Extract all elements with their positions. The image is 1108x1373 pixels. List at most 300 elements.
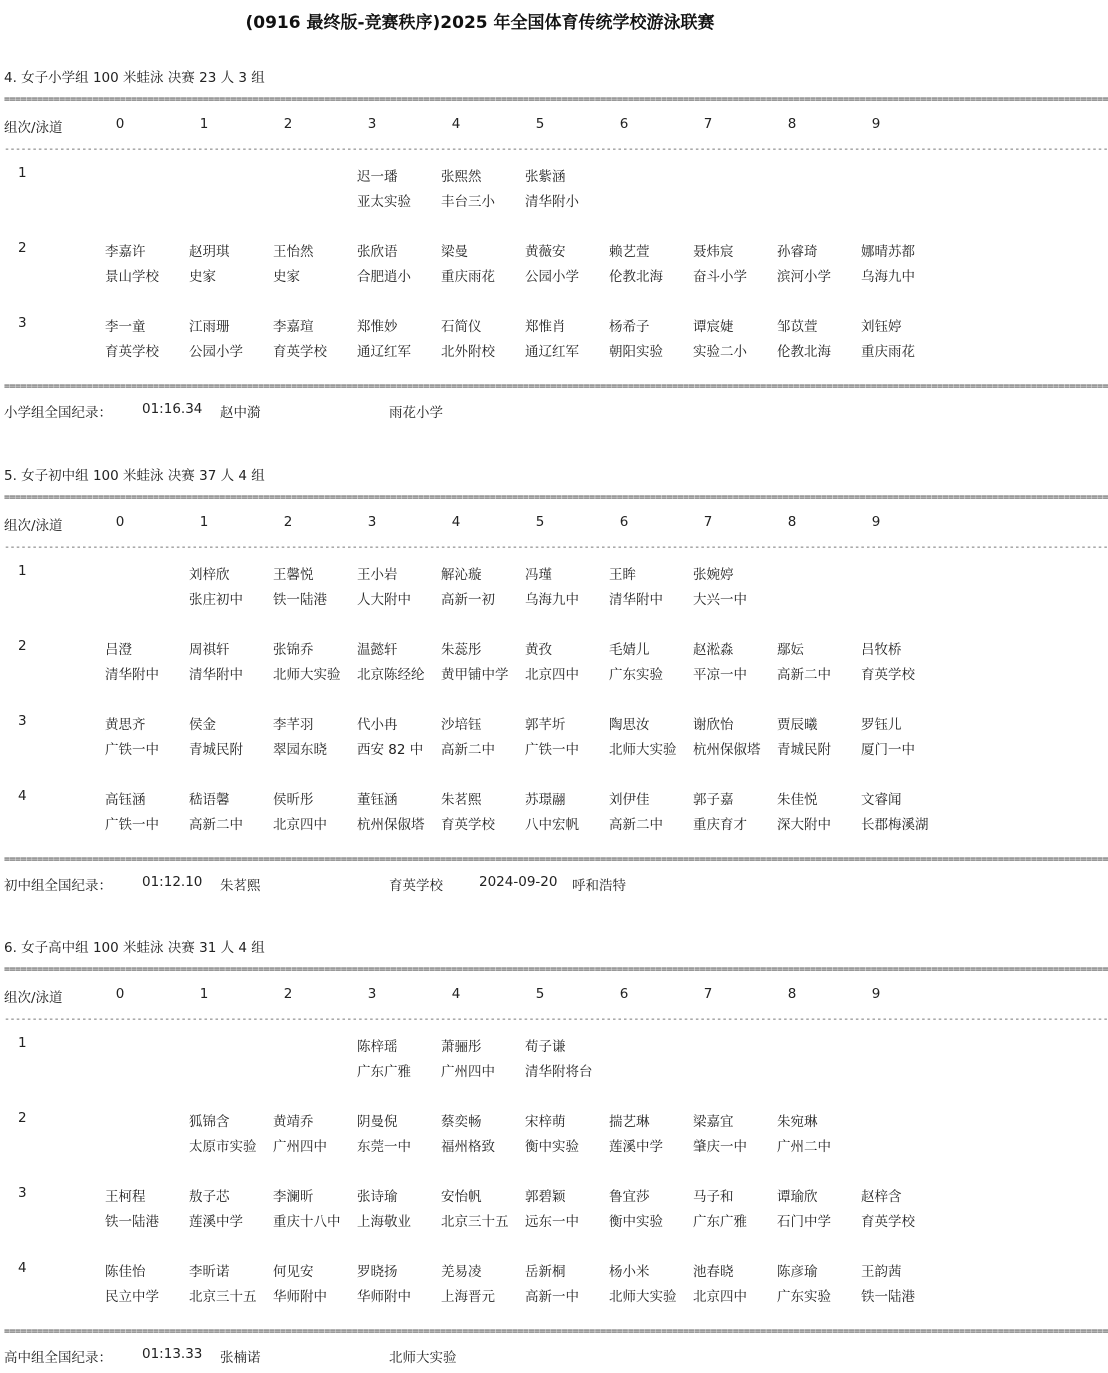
swimmer-name: 安怡帆: [441, 1189, 482, 1205]
school-name: 广东广雅: [693, 1214, 747, 1230]
heat-row: [0, 1260, 950, 1310]
school-name: 育英学校: [441, 817, 495, 833]
swimmer-entry: [861, 240, 945, 290]
swimmer-entry: [105, 638, 189, 688]
lane-number: 4: [451, 514, 461, 530]
lane-number: 9: [871, 116, 881, 132]
swimmer-entry: [441, 240, 525, 290]
lane-number: 9: [871, 986, 881, 1002]
school-name: 民立中学: [105, 1289, 159, 1305]
school-name: 史家: [189, 269, 216, 285]
swimmer-name: 贾辰曦: [777, 717, 818, 733]
swimmer-name: 赵玥琪: [189, 244, 230, 260]
double-divider: ========================================================================================================================================================================================================: [4, 1326, 1108, 1337]
swimmer-entry: [693, 563, 777, 613]
swimmer-entry: [105, 240, 189, 290]
swimmer-entry: [357, 1185, 441, 1235]
swimmer-entry: [525, 563, 609, 613]
swimmer-name: 罗晓扬: [357, 1264, 398, 1280]
swimmer-name: 解沁璇: [441, 567, 482, 583]
lane-number: 4: [451, 986, 461, 1002]
swimmer-name: 黄靖乔: [273, 1114, 314, 1130]
lane-number: 7: [703, 116, 713, 132]
swimmer-entry: [189, 788, 273, 838]
dashed-divider: --------------------------------------------------------------------------------------------------------------------------------------------------------------------------------------------------------: [4, 542, 1108, 553]
swimmer-entry: [861, 788, 945, 838]
swimmer-name: 孙睿琦: [777, 244, 818, 260]
school-name: 合肥逍小: [357, 269, 411, 285]
heat-lane-label: 组次/泳道: [4, 120, 63, 136]
swimmer-name: 王韵茜: [861, 1264, 902, 1280]
swimmer-entry: [777, 1260, 861, 1310]
swimmer-name: 李澜昕: [273, 1189, 314, 1205]
swimmer-name: 萧骊彤: [441, 1039, 482, 1055]
national-record: [4, 1346, 954, 1366]
dashed-divider: --------------------------------------------------------------------------------------------------------------------------------------------------------------------------------------------------------: [4, 144, 1108, 155]
heat-lane-label: 组次/泳道: [4, 990, 63, 1006]
swimmer-entry: [441, 563, 525, 613]
swimmer-name: 郭子嘉: [693, 792, 734, 808]
swimmer-entry: [357, 563, 441, 613]
swimmer-entry: [357, 713, 441, 763]
school-name: 景山学校: [105, 269, 159, 285]
swimmer-entry: [609, 563, 693, 613]
swimmer-entry: [189, 638, 273, 688]
swimmer-entry: [273, 1260, 357, 1310]
swimmer-entry: [357, 315, 441, 365]
swimmer-entry: [525, 788, 609, 838]
school-name: 育英学校: [861, 667, 915, 683]
heat-row: [0, 165, 950, 215]
swimmer-entry: [693, 1260, 777, 1310]
school-name: 上海晋元: [441, 1289, 495, 1305]
school-name: 北京三十五: [189, 1289, 257, 1305]
double-divider: ========================================================================================================================================================================================================: [4, 94, 1108, 105]
school-name: 高新二中: [777, 667, 831, 683]
swimmer-entry: [777, 713, 861, 763]
swimmer-name: 董钰涵: [357, 792, 398, 808]
school-name: 大兴一中: [693, 592, 747, 608]
swimmer-entry: [861, 1185, 945, 1235]
school-name: 高新二中: [609, 817, 663, 833]
record-label: 高中组全国纪录：: [4, 1350, 112, 1366]
lane-number: 0: [115, 986, 125, 1002]
school-name: 亚太实验: [357, 194, 411, 210]
lane-number: 5: [535, 514, 545, 530]
record-time: 01:13.33: [142, 1346, 203, 1362]
swimmer-entry: [525, 165, 609, 215]
lane-number: 0: [115, 514, 125, 530]
lane-number: 7: [703, 986, 713, 1002]
heat-row: [0, 563, 950, 613]
swimmer-entry: [357, 165, 441, 215]
school-name: 实验二小: [693, 344, 747, 360]
swimmer-entry: [273, 638, 357, 688]
swimmer-name: 王柯程: [105, 1189, 146, 1205]
swimmer-name: 侯金: [189, 717, 216, 733]
swimmer-name: 周祺轩: [189, 642, 230, 658]
swimmer-entry: [273, 563, 357, 613]
school-name: 高新一初: [441, 592, 495, 608]
heat-number: 1: [18, 1035, 27, 1051]
swimmer-entry: [441, 1035, 525, 1085]
school-name: 长郡梅溪湖: [861, 817, 929, 833]
swimmer-name: 王小岩: [357, 567, 398, 583]
swimmer-name: 郭碧颖: [525, 1189, 566, 1205]
swimmer-name: 迟一璠: [357, 169, 398, 185]
swimmer-entry: [777, 1185, 861, 1235]
school-name: 乌海九中: [861, 269, 915, 285]
swimmer-name: 梁嘉宜: [693, 1114, 734, 1130]
heat-lane-label: 组次/泳道: [4, 518, 63, 534]
lane-number: 2: [283, 986, 293, 1002]
swimmer-entry: [609, 1260, 693, 1310]
lane-number: 2: [283, 514, 293, 530]
swimmer-name: 李嘉瑄: [273, 319, 314, 335]
lane-number: 4: [451, 116, 461, 132]
lane-number: 3: [367, 514, 377, 530]
school-name: 广州四中: [273, 1139, 327, 1155]
school-name: 重庆育才: [693, 817, 747, 833]
school-name: 张庄初中: [189, 592, 243, 608]
swimmer-entry: [357, 1035, 441, 1085]
swimmer-name: 陈佳怡: [105, 1264, 146, 1280]
swimmer-entry: [273, 240, 357, 290]
swimmer-entry: [609, 315, 693, 365]
swimmer-name: 谭宸婕: [693, 319, 734, 335]
record-holder: 张楠诺: [220, 1350, 261, 1366]
swimmer-name: 王怡然: [273, 244, 314, 260]
school-name: 高新二中: [441, 742, 495, 758]
swimmer-entry: [357, 240, 441, 290]
school-name: 北京陈经纶: [357, 667, 425, 683]
lane-number: 1: [199, 986, 209, 1002]
swimmer-name: 文睿闻: [861, 792, 902, 808]
swimmer-entry: [693, 240, 777, 290]
heat-row: [0, 1110, 950, 1160]
heat-number: 2: [18, 240, 27, 256]
school-name: 广东实验: [609, 667, 663, 683]
heat-number: 4: [18, 1260, 27, 1276]
swimmer-name: 荀子谦: [525, 1039, 566, 1055]
school-name: 上海敬业: [357, 1214, 411, 1230]
swimmer-name: 杨小米: [609, 1264, 650, 1280]
lane-number: 3: [367, 986, 377, 1002]
school-name: 肇庆一中: [693, 1139, 747, 1155]
swimmer-name: 谢欣怡: [693, 717, 734, 733]
school-name: 朝阳实验: [609, 344, 663, 360]
swimmer-entry: [525, 240, 609, 290]
school-name: 青城民附: [777, 742, 831, 758]
swimmer-entry: [189, 1260, 273, 1310]
swimmer-name: 刘伊佳: [609, 792, 650, 808]
swimmer-entry: [105, 1185, 189, 1235]
swimmer-name: 马子和: [693, 1189, 734, 1205]
swimmer-name: 揣艺琳: [609, 1114, 650, 1130]
swimmer-entry: [525, 1035, 609, 1085]
swimmer-name: 温懿轩: [357, 642, 398, 658]
swimmer-name: 敖子芯: [189, 1189, 230, 1205]
school-name: 莲溪中学: [609, 1139, 663, 1155]
school-name: 铁一陆港: [273, 592, 327, 608]
school-name: 通辽红军: [357, 344, 411, 360]
school-name: 乌海九中: [525, 592, 579, 608]
swimmer-name: 谭瑜欣: [777, 1189, 818, 1205]
swimmer-name: 张紫涵: [525, 169, 566, 185]
school-name: 华师附中: [357, 1289, 411, 1305]
swimmer-name: 鲁宜莎: [609, 1189, 650, 1205]
school-name: 北师大实验: [609, 742, 677, 758]
school-name: 重庆十八中: [273, 1214, 341, 1230]
lane-header-row: [0, 116, 950, 136]
swimmer-name: 侯昕彤: [273, 792, 314, 808]
heat-row: [0, 1185, 950, 1235]
swimmer-name: 吕牧桥: [861, 642, 902, 658]
school-name: 广东实验: [777, 1289, 831, 1305]
event-heading: 5. 女子初中组 100 米蛙泳 决赛 37 人 4 组: [4, 468, 265, 484]
record-holder: 赵中漪: [220, 405, 261, 421]
swimmer-entry: [525, 638, 609, 688]
school-name: 滨河小学: [777, 269, 831, 285]
school-name: 清华附小: [525, 194, 579, 210]
swimmer-name: 冯瑾: [525, 567, 552, 583]
swimmer-entry: [273, 788, 357, 838]
swimmer-entry: [105, 713, 189, 763]
record-place: 呼和浩特: [572, 878, 626, 894]
school-name: 厦门一中: [861, 742, 915, 758]
swimmer-name: 朱茗熙: [441, 792, 482, 808]
swimmer-entry: [609, 240, 693, 290]
swimmer-name: 李一童: [105, 319, 146, 335]
swimmer-name: 沙培钰: [441, 717, 482, 733]
swimmer-entry: [105, 1260, 189, 1310]
swimmer-entry: [189, 713, 273, 763]
school-name: 丰台三小: [441, 194, 495, 210]
swimmer-entry: [273, 315, 357, 365]
heat-number: 3: [18, 315, 27, 331]
swimmer-name: 何见安: [273, 1264, 314, 1280]
school-name: 石门中学: [777, 1214, 831, 1230]
school-name: 衡中实验: [609, 1214, 663, 1230]
lane-number: 0: [115, 116, 125, 132]
swimmer-entry: [693, 788, 777, 838]
record-school: 育英学校: [389, 878, 443, 894]
swimmer-name: 郑惟妙: [357, 319, 398, 335]
event-heading: 4. 女子小学组 100 米蛙泳 决赛 23 人 3 组: [4, 70, 265, 86]
swimmer-entry: [189, 240, 273, 290]
school-name: 北京四中: [525, 667, 579, 683]
swimmer-name: 李芊羽: [273, 717, 314, 733]
swimmer-name: 高钰涵: [105, 792, 146, 808]
swimmer-name: 邹苡萱: [777, 319, 818, 335]
swimmer-name: 毛婧儿: [609, 642, 650, 658]
swimmer-entry: [609, 713, 693, 763]
school-name: 北师大实验: [273, 667, 341, 683]
lane-number: 5: [535, 116, 545, 132]
swimmer-entry: [273, 1185, 357, 1235]
school-name: 公园小学: [189, 344, 243, 360]
heat-number: 2: [18, 1110, 27, 1126]
record-label: 初中组全国纪录：: [4, 878, 112, 894]
record-school: 雨花小学: [389, 405, 443, 421]
school-name: 北京四中: [693, 1289, 747, 1305]
swimmer-entry: [441, 315, 525, 365]
school-name: 铁一陆港: [105, 1214, 159, 1230]
school-name: 公园小学: [525, 269, 579, 285]
school-name: 北京三十五: [441, 1214, 509, 1230]
swimmer-name: 王眸: [609, 567, 636, 583]
swimmer-entry: [693, 638, 777, 688]
heat-number: 2: [18, 638, 27, 654]
school-name: 广铁一中: [105, 817, 159, 833]
school-name: 青城民附: [189, 742, 243, 758]
swimmer-entry: [525, 315, 609, 365]
swimmer-name: 阴曼倪: [357, 1114, 398, 1130]
national-record: [4, 874, 954, 894]
school-name: 铁一陆港: [861, 1289, 915, 1305]
lane-header-row: [0, 514, 950, 534]
school-name: 广铁一中: [525, 742, 579, 758]
school-name: 福州格致: [441, 1139, 495, 1155]
school-name: 史家: [273, 269, 300, 285]
lane-number: 7: [703, 514, 713, 530]
lane-number: 1: [199, 514, 209, 530]
swimmer-name: 陶思汝: [609, 717, 650, 733]
double-divider: ========================================================================================================================================================================================================: [4, 854, 1108, 865]
lane-number: 8: [787, 514, 797, 530]
swimmer-name: 鄢妘: [777, 642, 804, 658]
swimmer-entry: [525, 1185, 609, 1235]
swimmer-entry: [693, 713, 777, 763]
lane-number: 6: [619, 986, 629, 1002]
swimmer-name: 杨希子: [609, 319, 650, 335]
school-name: 伦教北海: [609, 269, 663, 285]
school-name: 清华附中: [609, 592, 663, 608]
swimmer-entry: [357, 638, 441, 688]
swimmer-entry: [441, 1110, 525, 1160]
school-name: 广州二中: [777, 1139, 831, 1155]
swimmer-name: 张熙然: [441, 169, 482, 185]
heat-row: [0, 713, 950, 763]
swimmer-entry: [693, 315, 777, 365]
school-name: 重庆雨花: [441, 269, 495, 285]
swimmer-name: 羌易凌: [441, 1264, 482, 1280]
swimmer-name: 王馨悦: [273, 567, 314, 583]
event-heading: 6. 女子高中组 100 米蛙泳 决赛 31 人 4 组: [4, 940, 265, 956]
swimmer-name: 黄思齐: [105, 717, 146, 733]
record-school: 北师大实验: [389, 1350, 457, 1366]
swimmer-name: 朱佳悦: [777, 792, 818, 808]
school-name: 高新一中: [525, 1289, 579, 1305]
swimmer-name: 蔡奕畅: [441, 1114, 482, 1130]
double-divider: ========================================================================================================================================================================================================: [4, 492, 1108, 503]
swimmer-entry: [189, 1110, 273, 1160]
swimmer-entry: [861, 1260, 945, 1310]
school-name: 广东广雅: [357, 1064, 411, 1080]
swimmer-name: 宋梓萌: [525, 1114, 566, 1130]
swimmer-name: 罗钰儿: [861, 717, 902, 733]
swimmer-entry: [777, 315, 861, 365]
swimmer-name: 张欣语: [357, 244, 398, 260]
school-name: 通辽红军: [525, 344, 579, 360]
school-name: 西安 82 中: [357, 742, 424, 758]
heat-number: 3: [18, 1185, 27, 1201]
swimmer-name: 狐锦含: [189, 1114, 230, 1130]
swimmer-name: 吕澄: [105, 642, 132, 658]
swimmer-entry: [273, 713, 357, 763]
record-holder: 朱茗熙: [220, 878, 261, 894]
swimmer-entry: [861, 315, 945, 365]
heat-number: 3: [18, 713, 27, 729]
lane-number: 5: [535, 986, 545, 1002]
swimmer-entry: [861, 713, 945, 763]
swimmer-entry: [609, 788, 693, 838]
heat-number: 4: [18, 788, 27, 804]
swimmer-name: 刘梓欣: [189, 567, 230, 583]
record-time: 01:16.34: [142, 401, 203, 417]
swimmer-entry: [525, 1260, 609, 1310]
heat-row: [0, 315, 950, 365]
swimmer-entry: [525, 1110, 609, 1160]
school-name: 清华附中: [189, 667, 243, 683]
school-name: 黄甲铺中学: [441, 667, 509, 683]
school-name: 莲溪中学: [189, 1214, 243, 1230]
swimmer-entry: [609, 638, 693, 688]
swimmer-name: 朱蕊彤: [441, 642, 482, 658]
swimmer-entry: [609, 1110, 693, 1160]
swimmer-entry: [777, 240, 861, 290]
school-name: 杭州保俶塔: [693, 742, 761, 758]
swimmer-name: 梁曼: [441, 244, 468, 260]
heat-row: [0, 1035, 950, 1085]
swimmer-name: 苏璟翮: [525, 792, 566, 808]
swimmer-name: 娜晴苏都: [861, 244, 915, 260]
swimmer-entry: [357, 1260, 441, 1310]
swimmer-entry: [357, 1110, 441, 1160]
lane-number: 1: [199, 116, 209, 132]
heat-row: [0, 788, 950, 838]
swimmer-entry: [861, 638, 945, 688]
swimmer-entry: [441, 1185, 525, 1235]
school-name: 衡中实验: [525, 1139, 579, 1155]
double-divider: ========================================================================================================================================================================================================: [4, 381, 1108, 392]
swimmer-name: 黄孜: [525, 642, 552, 658]
heat-number: 1: [18, 165, 27, 181]
swimmer-entry: [777, 638, 861, 688]
lane-number: 9: [871, 514, 881, 530]
dashed-divider: --------------------------------------------------------------------------------------------------------------------------------------------------------------------------------------------------------: [4, 1014, 1108, 1025]
school-name: 清华附将台: [525, 1064, 593, 1080]
swimmer-entry: [777, 788, 861, 838]
swimmer-name: 张诗瑜: [357, 1189, 398, 1205]
school-name: 清华附中: [105, 667, 159, 683]
swimmer-entry: [693, 1185, 777, 1235]
lane-header-row: [0, 986, 950, 1006]
school-name: 奋斗小学: [693, 269, 747, 285]
school-name: 八中宏帆: [525, 817, 579, 833]
school-name: 重庆雨花: [861, 344, 915, 360]
swimmer-entry: [189, 1185, 273, 1235]
swimmer-name: 嵇语馨: [189, 792, 230, 808]
lane-number: 3: [367, 116, 377, 132]
swimmer-entry: [441, 713, 525, 763]
school-name: 远东一中: [525, 1214, 579, 1230]
school-name: 翠园东晓: [273, 742, 327, 758]
swimmer-name: 黄薇安: [525, 244, 566, 260]
swimmer-name: 石简仪: [441, 319, 482, 335]
swimmer-entry: [189, 563, 273, 613]
swimmer-name: 郭芊圻: [525, 717, 566, 733]
